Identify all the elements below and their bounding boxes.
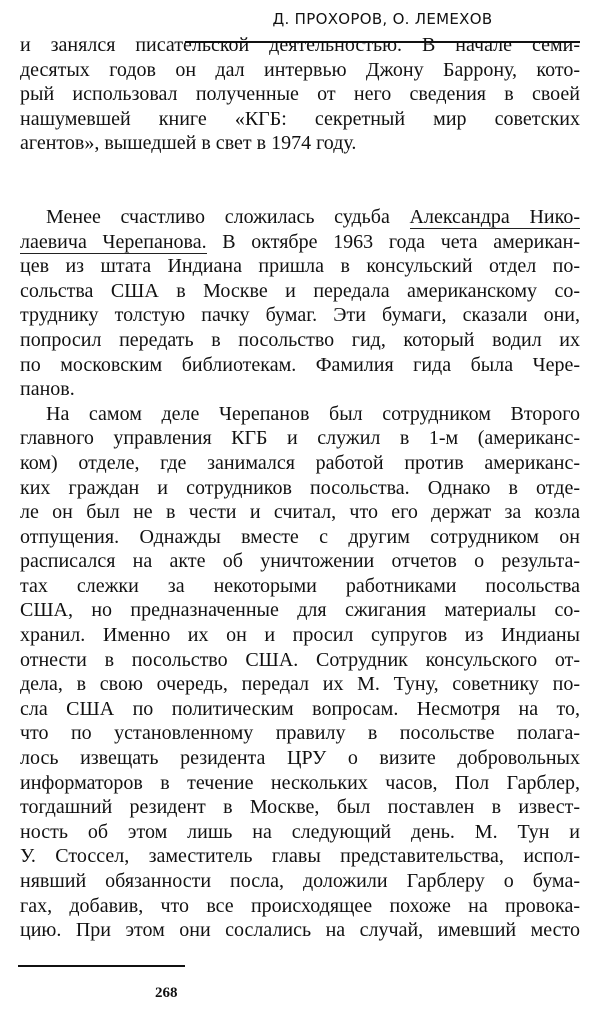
text-segment: труднику толстую пачку бумаг. Эти бумаги, сказали они, — [20, 304, 580, 327]
text-line — [20, 303, 580, 328]
text-segment: отпущения. Однажды вместе с другим сотрудником он — [20, 525, 580, 548]
text-segment: нашумевшей книге «КГБ: секретный мир советских — [20, 107, 580, 130]
text-segment: главного управления КГБ и служил в 1-м (американс- — [20, 427, 580, 450]
text-segment: дела, в свою очередь, передал их М. Туну, советнику по- — [20, 673, 580, 696]
text-segment: ность об этом лишь на следующий день. М. Тун и — [20, 820, 580, 843]
text-line — [20, 672, 580, 697]
paragraph-gap — [20, 156, 580, 205]
text-line — [20, 426, 580, 451]
text-segment: цев из штата Индиана пришла в консульский отдел по- — [20, 255, 580, 278]
text-line — [20, 574, 580, 599]
paragraph — [20, 33, 580, 156]
text-segment: У. Стоссел, заместитель главы представительства, испол- — [20, 845, 580, 868]
text-line — [20, 795, 580, 820]
text-line — [20, 771, 580, 796]
text-line — [20, 549, 580, 574]
text-segment: агентов», вышедшей в свет в 1974 году. — [20, 132, 357, 155]
text-segment: ком) отделе, где занимался работой против американс- — [20, 451, 580, 474]
page-number: 268 — [155, 985, 178, 1001]
text-segment: цию. При этом они сослались на случай, имевший место — [20, 919, 580, 942]
body-text — [20, 33, 580, 943]
text-segment: что по установленному правилу в посольстве полага- — [20, 722, 580, 745]
text-line — [20, 230, 580, 255]
text-line — [20, 451, 580, 476]
text-segment: рый использовал полученные от него сведения в своей — [20, 83, 580, 106]
text-line — [20, 623, 580, 648]
text-line — [20, 131, 580, 156]
text-segment: по московским библиотекам. Фамилия гида была Чере- — [20, 353, 580, 376]
text-line — [20, 721, 580, 746]
text-line — [20, 107, 580, 132]
text-segment: панов. — [20, 378, 75, 401]
text-line — [20, 402, 580, 427]
text-segment: тах слежки за некоторыми работниками посольства — [20, 574, 580, 597]
text-segment: хранил. Именно их он и просил супругов из Индианы — [20, 624, 580, 647]
text-line — [20, 894, 580, 919]
text-line — [20, 377, 580, 402]
text-segment: ле он был не в чести и считал, что его держат за козла — [20, 501, 580, 524]
text-line — [20, 918, 580, 943]
text-line — [20, 58, 580, 83]
text-line — [20, 598, 580, 623]
text-segment: Менее счастливо сложилась судьба — [46, 205, 410, 228]
text-segment: сольства США в Москве и передала американскому со- — [20, 279, 580, 302]
running-header: Д. ПРОХОРОВ, О. ЛЕМЕХОВ — [272, 10, 493, 28]
text-segment: тогдашний резидент в Москве, был поставлен в извест- — [20, 796, 580, 819]
underlined-name: Александра Нико- — [409, 205, 580, 228]
text-line — [20, 820, 580, 845]
paragraph — [20, 205, 580, 402]
text-line — [20, 648, 580, 673]
text-line — [20, 476, 580, 501]
text-line — [20, 279, 580, 304]
text-segment: На самом деле Черепанов был сотрудником Второго — [46, 402, 580, 425]
text-segment: отнести в посольство США. Сотрудник консульского от- — [20, 648, 580, 671]
text-line — [20, 500, 580, 525]
text-segment: расписался на акте об уничтожении отчетов о результа- — [20, 550, 580, 573]
text-segment: США, но предназначенные для сжигания материалы со- — [20, 599, 580, 622]
text-line — [20, 525, 580, 550]
footer-rule — [18, 965, 185, 967]
paragraph — [20, 402, 580, 943]
text-segment: В октябре 1963 года чета американ- — [206, 230, 580, 253]
text-line — [20, 205, 580, 230]
text-segment: нявший обязанности посла, доложили Гарблеру о бума- — [20, 870, 580, 892]
text-line — [20, 353, 580, 378]
text-line — [20, 844, 580, 869]
text-segment: лось извещать резидента ЦРУ о визите добровольных — [20, 747, 580, 770]
text-line — [20, 33, 580, 58]
text-segment: десятых годов он дал интервью Джону Баррону, кото- — [20, 58, 580, 81]
text-line — [20, 82, 580, 107]
underlined-name: лаевича Черепанова. — [20, 230, 207, 253]
text-line — [20, 746, 580, 771]
text-line — [20, 254, 580, 279]
text-line — [20, 869, 580, 894]
text-line — [20, 328, 580, 353]
text-segment: ких граждан и сотрудников посольства. Однако в отде- — [20, 476, 580, 499]
text-segment: сла США по политическим вопросам. Несмотря на то, — [20, 697, 580, 720]
text-segment: информаторов в течение нескольких часов, Пол Гарблер, — [20, 771, 580, 794]
text-segment: гах, добавив, что все происходящее похоже на провока- — [20, 894, 580, 917]
text-segment: попросил передать в посольство гид, который водил их — [20, 328, 580, 351]
text-line — [20, 697, 580, 722]
text-segment: и занялся писательской деятельностью. В начале семи- — [20, 34, 580, 56]
